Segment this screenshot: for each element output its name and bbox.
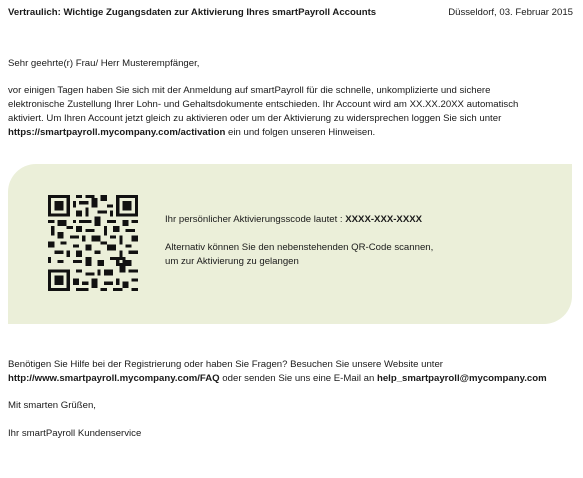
qr-code-icon	[48, 195, 138, 291]
intro-paragraph	[8, 84, 571, 140]
faq-link[interactable]: http://www.smartpayroll.mycompany.com/FAQ	[8, 373, 220, 384]
activation-panel	[8, 164, 572, 324]
activation-code-value: XXXX-XXX-XXXX	[345, 214, 423, 225]
signature: Ihr smartPayroll Kundenservice	[8, 428, 142, 439]
intro-line-4-tail: ein und folgen unseren Hinweisen.	[225, 127, 376, 138]
intro-line-4	[8, 126, 571, 140]
closing: Mit smarten Grüßen,	[8, 400, 96, 411]
qr-instructions-line-1: Alternativ können Sie den nebenstehenden QR-Code scannen,	[165, 242, 434, 253]
help-paragraph	[8, 358, 571, 386]
date-line: Düsseldorf, 03. Februar 2015	[448, 7, 573, 18]
intro-line-1: vor einigen Tagen haben Sie sich mit der Anmeldung auf smartPayroll für die schnelle, unkomplizierte und sichere	[8, 85, 491, 96]
intro-line-3: aktiviert. Um Ihren Account jetzt gleich zu aktivieren oder um der Aktivierung zu widersprechen loggen Sie sich unter	[8, 113, 502, 124]
letter-header	[8, 6, 573, 20]
intro-line-2: elektronische Zustellung Ihrer Lohn- und Gehaltsdokumente entschieden. Ihr Account wird am XX.XX.20XX automatisch	[8, 99, 519, 110]
activation-link[interactable]: https://smartpayroll.mycompany.com/activation	[8, 127, 226, 138]
qr-instructions	[165, 241, 433, 269]
subject-line: Vertraulich: Wichtige Zugangsdaten zur Aktivierung Ihres smartPayroll Accounts	[8, 7, 377, 18]
help-line-2-mid: oder senden Sie uns eine E-Mail an	[219, 373, 377, 384]
help-line-2	[8, 372, 571, 386]
qr-instructions-line-2: um zur Aktivierung zu gelangen	[165, 256, 299, 267]
greeting: Sehr geehrte(r) Frau/ Herr Musterempfänger,	[8, 58, 200, 69]
activation-code-line	[165, 213, 422, 227]
support-email-link[interactable]: help_smartpayroll@mycompany.com	[376, 373, 547, 384]
activation-code-label: Ihr persönlicher Aktivierungsscode lautet :	[165, 214, 346, 225]
qr-code[interactable]	[48, 195, 138, 291]
help-line-1: Benötigen Sie Hilfe bei der Registrierung oder haben Sie Fragen? Besuchen Sie unsere Website unter	[8, 359, 444, 370]
